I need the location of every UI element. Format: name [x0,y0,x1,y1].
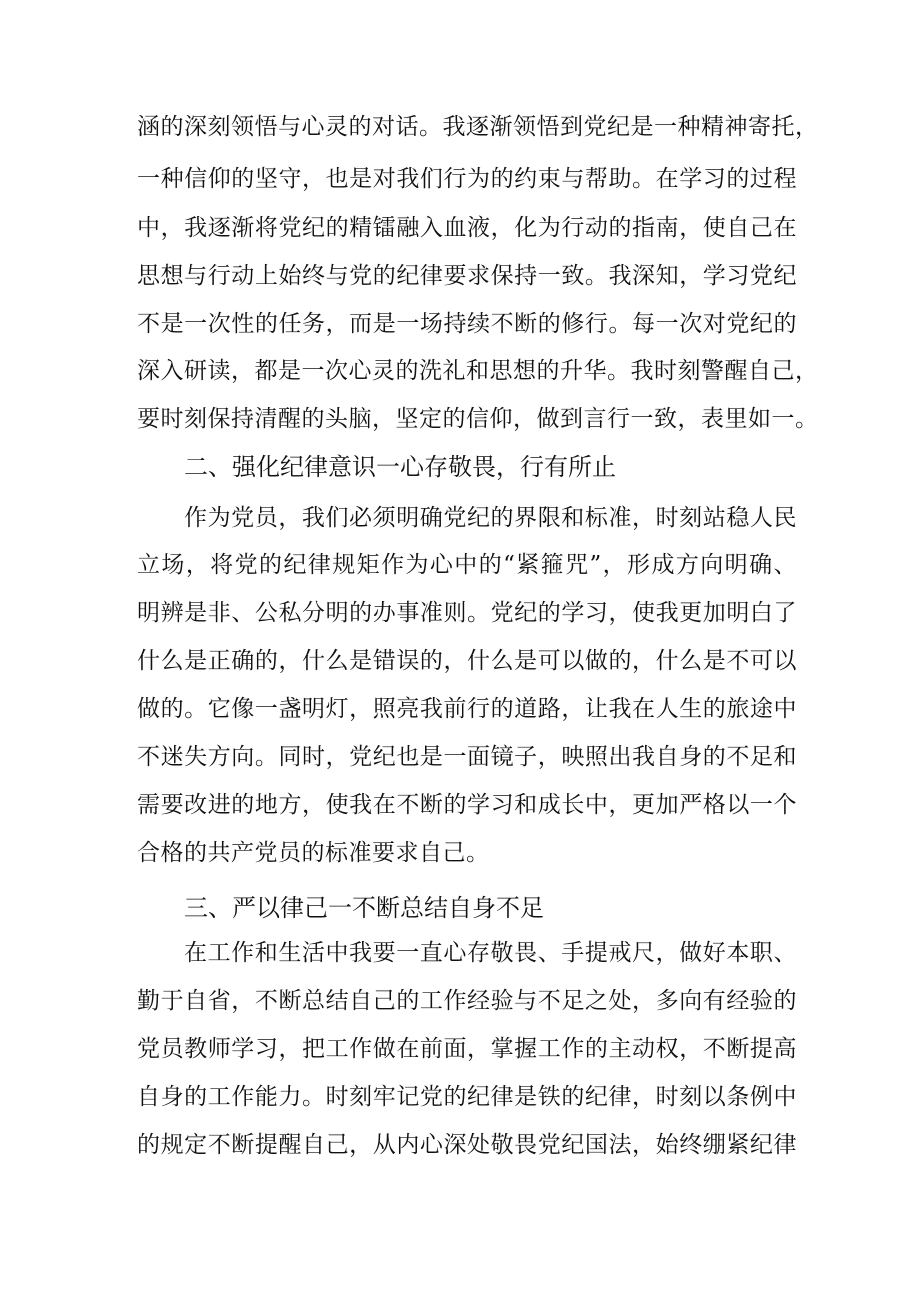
paragraph-1-line-5: 不是一次性的任务，而是一场持续不断的修行。每一次对党纪的 [137,311,797,337]
paragraph-1-line-2: 一种信仰的坚守，也是对我们行为的约束与帮助。在学习的过程 [137,166,797,192]
paragraph-3-line-4: 自身的工作能力。时刻牢记党的纪律是铁的纪律，时刻以条例中 [137,1084,797,1110]
paragraph-2-line-6: 不迷失方向。同时，党纪也是一面镜子，映照出我自身的不足和 [137,744,797,770]
paragraph-3-line-3: 党员教师学习，把工作做在前面，掌握工作的主动权，不断提高 [137,1036,797,1062]
paragraph-1-line-1: 涵的深刻领悟与心灵的对话。我逐渐领悟到党纪是一种精神寄托， [137,114,819,140]
paragraph-2-line-2: 立场，将党的纪律规矩作为心中的“紧箍咒”，形成方向明确、 [137,552,797,578]
paragraph-2-line-4: 什么是正确的，什么是错误的，什么是可以做的，什么是不可以 [137,648,797,674]
section-heading-3: 三、严以律己一不断总结自身不足 [184,894,544,922]
paragraph-2-line-1: 作为党员，我们必须明确党纪的界限和标准，时刻站稳人民 [184,505,797,531]
paragraph-2-line-8: 合格的共产党员的标准要求自己。 [137,840,490,866]
paragraph-2-line-3: 明辨是非、公私分明的办事准则。党纪的学习，使我更加明白了 [137,600,797,626]
paragraph-1-line-4: 思想与行动上始终与党的纪律要求保持一致。我深知，学习党纪 [137,263,797,289]
paragraph-3-line-5: 的规定不断提醒自己，从内心深处敬畏党纪国法，始终绷紧纪律 [137,1132,797,1158]
paragraph-2-line-5: 做的。它像一盏明灯，照亮我前行的道路，让我在人生的旅途中 [137,696,797,722]
paragraph-1-line-7: 要时刻保持清醒的头脑，坚定的信仰，做到言行一致，表里如一。 [137,406,819,432]
paragraph-3-line-1: 在工作和生活中我要一直心存敬畏、手提戒尺，做好本职、 [184,940,797,966]
paragraph-1-line-3: 中，我逐渐将党纪的精镭融入血液，化为行动的指南，使自己在 [137,215,797,241]
paragraph-3-line-2: 勤于自省，不断总结自己的工作经验与不足之处，多向有经验的 [137,988,797,1014]
paragraph-1-line-6: 深入研读，都是一次心灵的洗礼和思想的升华。我时刻警醒自己， [137,358,819,384]
section-heading-2: 二、强化纪律意识一心存敬畏，行有所止 [184,453,616,481]
paragraph-2-line-7: 需要改进的地方，使我在不断的学习和成长中，更加严格以一个 [137,792,797,818]
